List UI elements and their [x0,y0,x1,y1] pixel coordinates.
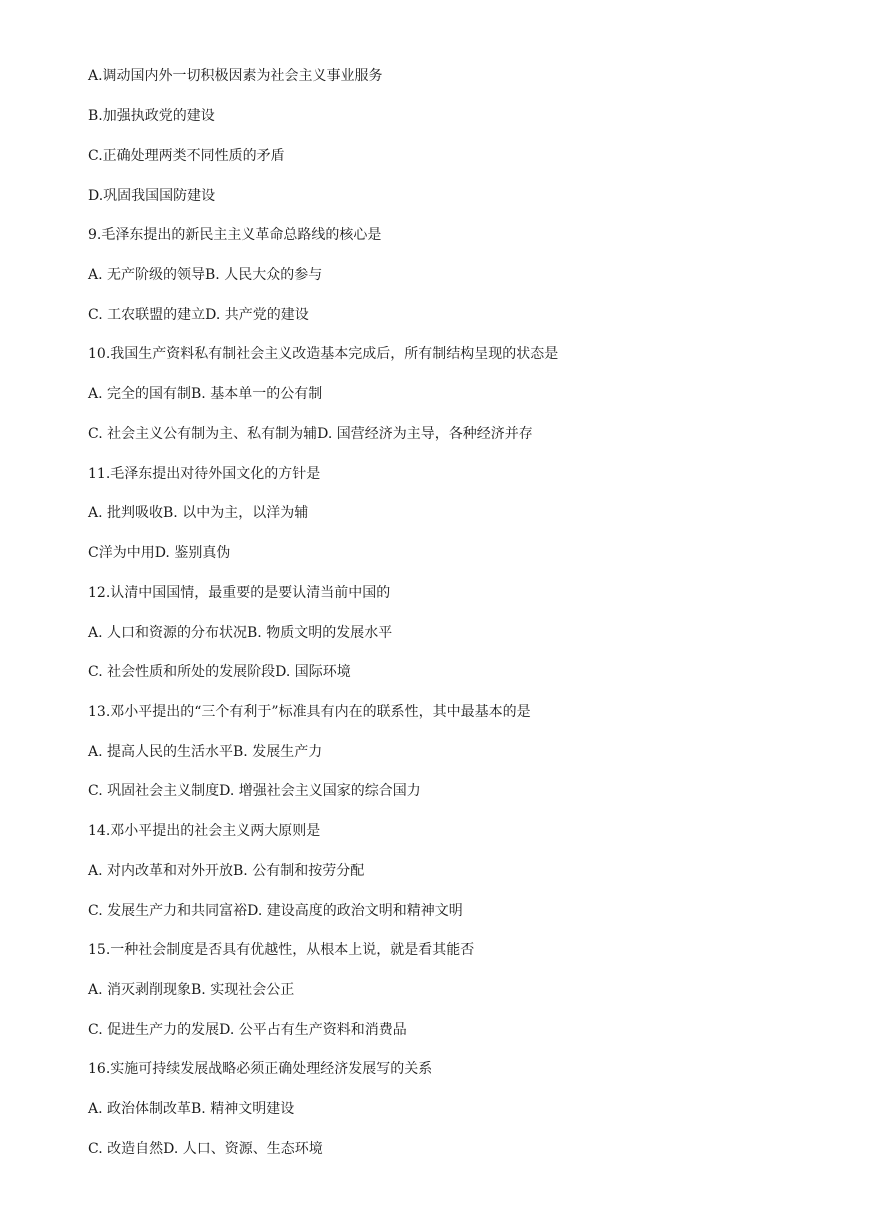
options-16-cd: C. 改造自然D. 人口、资源、生态环境 [88,1141,323,1157]
options-14-cd: C. 发展生产力和共同富裕D. 建设高度的政治文明和精神文明 [88,903,463,919]
option-8b: B.加强执政党的建设 [88,108,215,124]
question-9: 9.毛泽东提出的新民主主义革命总路线的核心是 [88,227,382,243]
options-12-ab: A. 人口和资源的分布状况B. 物质文明的发展水平 [88,625,393,641]
question-13: 13.邓小平提出的“三个有利于”标准具有内在的联系性，其中最基本的是 [88,704,531,720]
options-11-cd: C洋为中用D. 鉴别真伪 [88,545,231,561]
question-12: 12.认清中国国情，最重要的是要认清当前中国的 [88,585,391,601]
options-15-ab: A. 消灭剥削现象B. 实现社会公正 [88,982,295,998]
options-12-cd: C. 社会性质和所处的发展阶段D. 国际环境 [88,664,351,680]
options-16-ab: A. 政治体制改革B. 精神文明建设 [88,1101,295,1117]
question-15: 15.一种社会制度是否具有优越性，从根本上说，就是看其能否 [88,942,475,958]
options-15-cd: C. 促进生产力的发展D. 公平占有生产资料和消费品 [88,1022,407,1038]
options-13-cd: C. 巩固社会主义制度D. 增强社会主义国家的综合国力 [88,783,421,799]
option-8d: D.巩固我国国防建设 [88,188,216,204]
option-8c: C.正确处理两类不同性质的矛盾 [88,148,285,164]
options-11-ab: A. 批判吸收B. 以中为主，以洋为辅 [88,505,309,521]
option-8a: A.调动国内外一切积极因素为社会主义事业服务 [88,68,383,84]
question-11: 11.毛泽东提出对待外国文化的方针是 [88,466,321,482]
options-13-ab: A. 提高人民的生活水平B. 发展生产力 [88,744,323,760]
options-14-ab: A. 对内改革和对外开放B. 公有制和按劳分配 [88,863,365,879]
options-10-ab: A. 完全的国有制B. 基本单一的公有制 [88,386,323,402]
question-14: 14.邓小平提出的社会主义两大原则是 [88,823,321,839]
options-9-ab: A. 无产阶级的领导B. 人民大众的参与 [88,267,323,283]
question-10: 10.我国生产资料私有制社会主义改造基本完成后，所有制结构呈现的状态是 [88,346,559,362]
options-10-cd: C. 社会主义公有制为主、私有制为辅D. 国营经济为主导，各种经济并存 [88,426,533,442]
question-16: 16.实施可持续发展战略必须正确处理经济发展写的关系 [88,1061,433,1077]
options-9-cd: C. 工农联盟的建立D. 共产党的建设 [88,307,309,323]
